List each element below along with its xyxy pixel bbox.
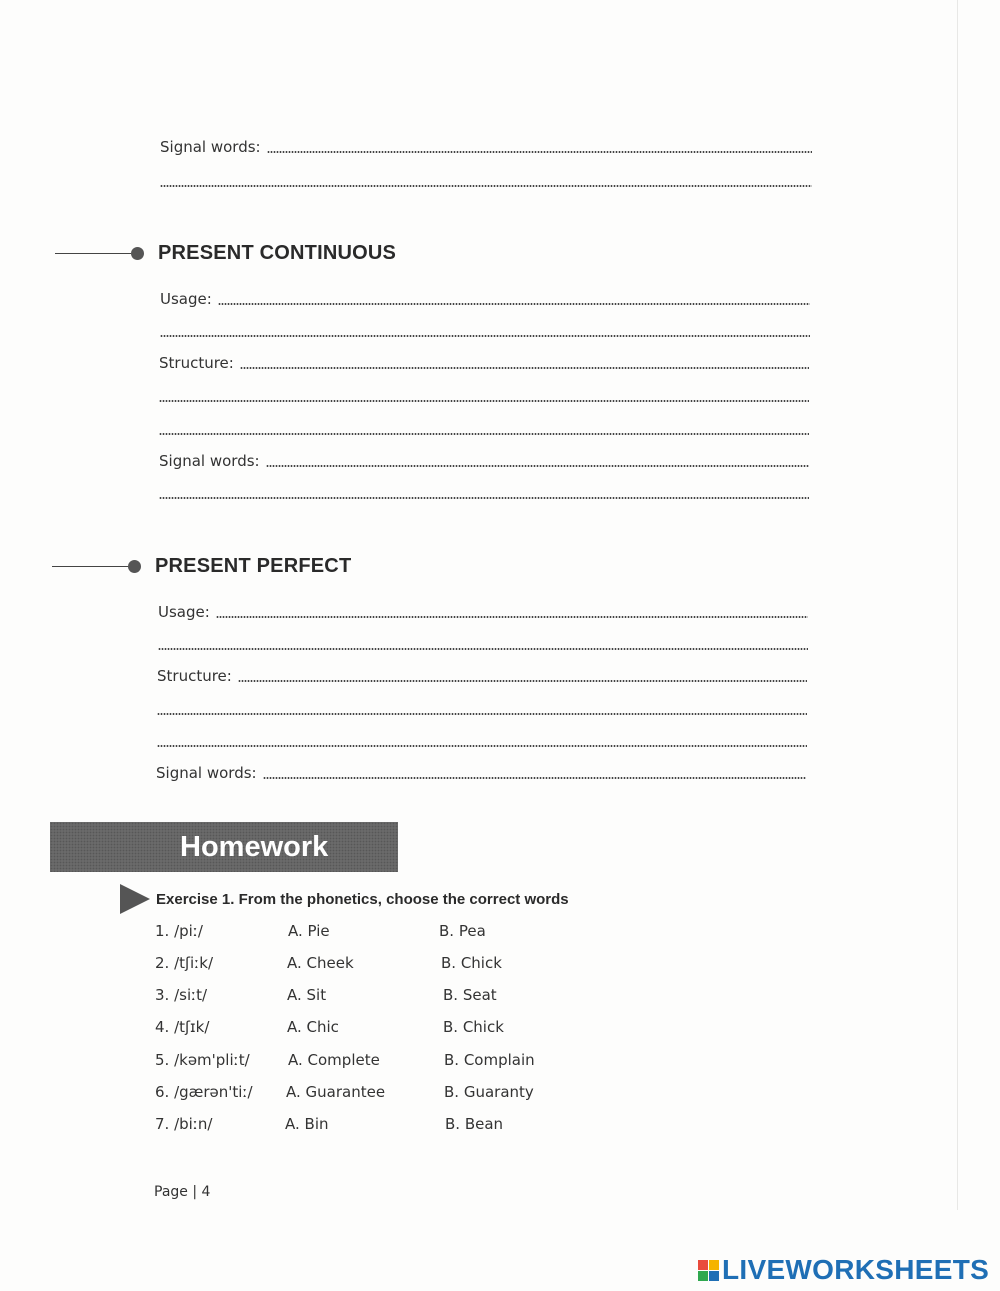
question-phonetic: 6. /gærən'tiː/ xyxy=(155,1083,253,1101)
question-row xyxy=(0,986,1000,1010)
logo-block xyxy=(709,1260,719,1270)
heading-rule xyxy=(55,253,131,254)
option-b[interactable]: B. Complain xyxy=(444,1051,535,1069)
usage-label: Usage: xyxy=(160,290,212,308)
present-perfect-heading xyxy=(52,553,351,579)
dotted-line xyxy=(157,713,807,715)
question-row xyxy=(0,1018,1000,1042)
question-row xyxy=(0,954,1000,978)
question-phonetic: 5. /kəm'pliːt/ xyxy=(155,1051,250,1069)
answer-line[interactable] xyxy=(160,166,812,190)
structure-line[interactable] xyxy=(159,348,809,372)
signal-words-line[interactable] xyxy=(159,446,809,470)
structure-line[interactable] xyxy=(157,661,807,685)
option-a[interactable]: A. Complete xyxy=(288,1051,380,1069)
signal-words-label: Signal words: xyxy=(156,764,257,782)
dotted-line xyxy=(160,185,812,187)
option-a[interactable]: A. Pie xyxy=(288,922,330,940)
dotted-line xyxy=(157,745,807,747)
question-row xyxy=(0,1115,1000,1139)
dotted-line xyxy=(263,777,806,779)
question-phonetic: 7. /biːn/ xyxy=(155,1115,213,1133)
logo-block xyxy=(709,1271,719,1281)
logo-block xyxy=(698,1260,708,1270)
option-b[interactable]: B. Bean xyxy=(445,1115,504,1133)
option-a[interactable]: A. Sit xyxy=(287,986,327,1004)
structure-label: Structure: xyxy=(157,667,232,685)
structure-label: Structure: xyxy=(159,354,234,372)
signal-words-label: Signal words: xyxy=(160,138,261,156)
option-b[interactable]: B. Chick xyxy=(441,954,502,972)
usage-line[interactable] xyxy=(158,597,808,621)
bullet-icon xyxy=(131,247,144,260)
answer-line[interactable] xyxy=(159,414,809,438)
option-a[interactable]: A. Chic xyxy=(287,1018,339,1036)
option-b[interactable]: B. Seat xyxy=(443,986,497,1004)
logo-block xyxy=(698,1271,708,1281)
option-a[interactable]: A. Cheek xyxy=(287,954,354,972)
answer-line[interactable] xyxy=(159,478,809,502)
dotted-line xyxy=(240,367,809,369)
option-b[interactable]: B. Chick xyxy=(443,1018,504,1036)
usage-label: Usage: xyxy=(158,603,210,621)
usage-line[interactable] xyxy=(160,284,810,308)
option-b[interactable]: B. Pea xyxy=(439,922,486,940)
bullet-icon xyxy=(128,560,141,573)
signal-words-label: Signal words: xyxy=(159,452,260,470)
homework-banner xyxy=(50,822,398,872)
dotted-line xyxy=(218,303,810,305)
exercise-heading xyxy=(120,884,569,914)
page-number: Page | 4 xyxy=(154,1184,211,1200)
question-row xyxy=(0,1051,1000,1075)
logo-text: LIVEWORKSHEETS xyxy=(722,1254,990,1285)
answer-line[interactable] xyxy=(158,629,808,653)
option-a[interactable]: A. Guarantee xyxy=(286,1083,386,1101)
liveworksheets-logo[interactable] xyxy=(698,1254,989,1286)
dotted-line xyxy=(266,465,809,467)
answer-line[interactable] xyxy=(159,381,809,405)
answer-line[interactable] xyxy=(157,694,807,718)
dotted-line xyxy=(159,497,809,499)
answer-line[interactable] xyxy=(160,316,810,340)
question-phonetic: 4. /tʃɪk/ xyxy=(155,1018,210,1036)
question-row xyxy=(0,922,1000,946)
dotted-line xyxy=(267,151,812,153)
option-a[interactable]: A. Bin xyxy=(285,1115,329,1133)
exercise-title: Exercise 1. From the phonetics, choose the correct words xyxy=(156,890,569,908)
option-b[interactable]: B. Guaranty xyxy=(444,1083,534,1101)
dotted-line xyxy=(159,433,809,435)
present-continuous-heading xyxy=(55,240,396,266)
section-title: PRESENT CONTINUOUS xyxy=(158,241,397,264)
question-phonetic: 2. /tʃiːk/ xyxy=(155,954,214,972)
question-phonetic: 1. /piː/ xyxy=(155,922,203,940)
question-row xyxy=(0,1083,1000,1107)
dotted-line xyxy=(216,616,808,618)
play-arrow-icon xyxy=(120,884,150,914)
homework-title: Homework xyxy=(180,830,329,863)
dotted-line xyxy=(158,648,808,650)
dotted-line xyxy=(238,680,807,682)
answer-line[interactable] xyxy=(157,726,807,750)
heading-rule xyxy=(52,566,128,567)
dotted-line xyxy=(159,400,809,402)
signal-words-line[interactable] xyxy=(156,758,806,782)
question-phonetic: 3. /siːt/ xyxy=(155,986,208,1004)
dotted-line xyxy=(160,335,810,337)
logo-blocks-icon xyxy=(698,1260,719,1281)
section-title: PRESENT PERFECT xyxy=(155,554,352,577)
signal-words-line[interactable] xyxy=(160,132,812,156)
